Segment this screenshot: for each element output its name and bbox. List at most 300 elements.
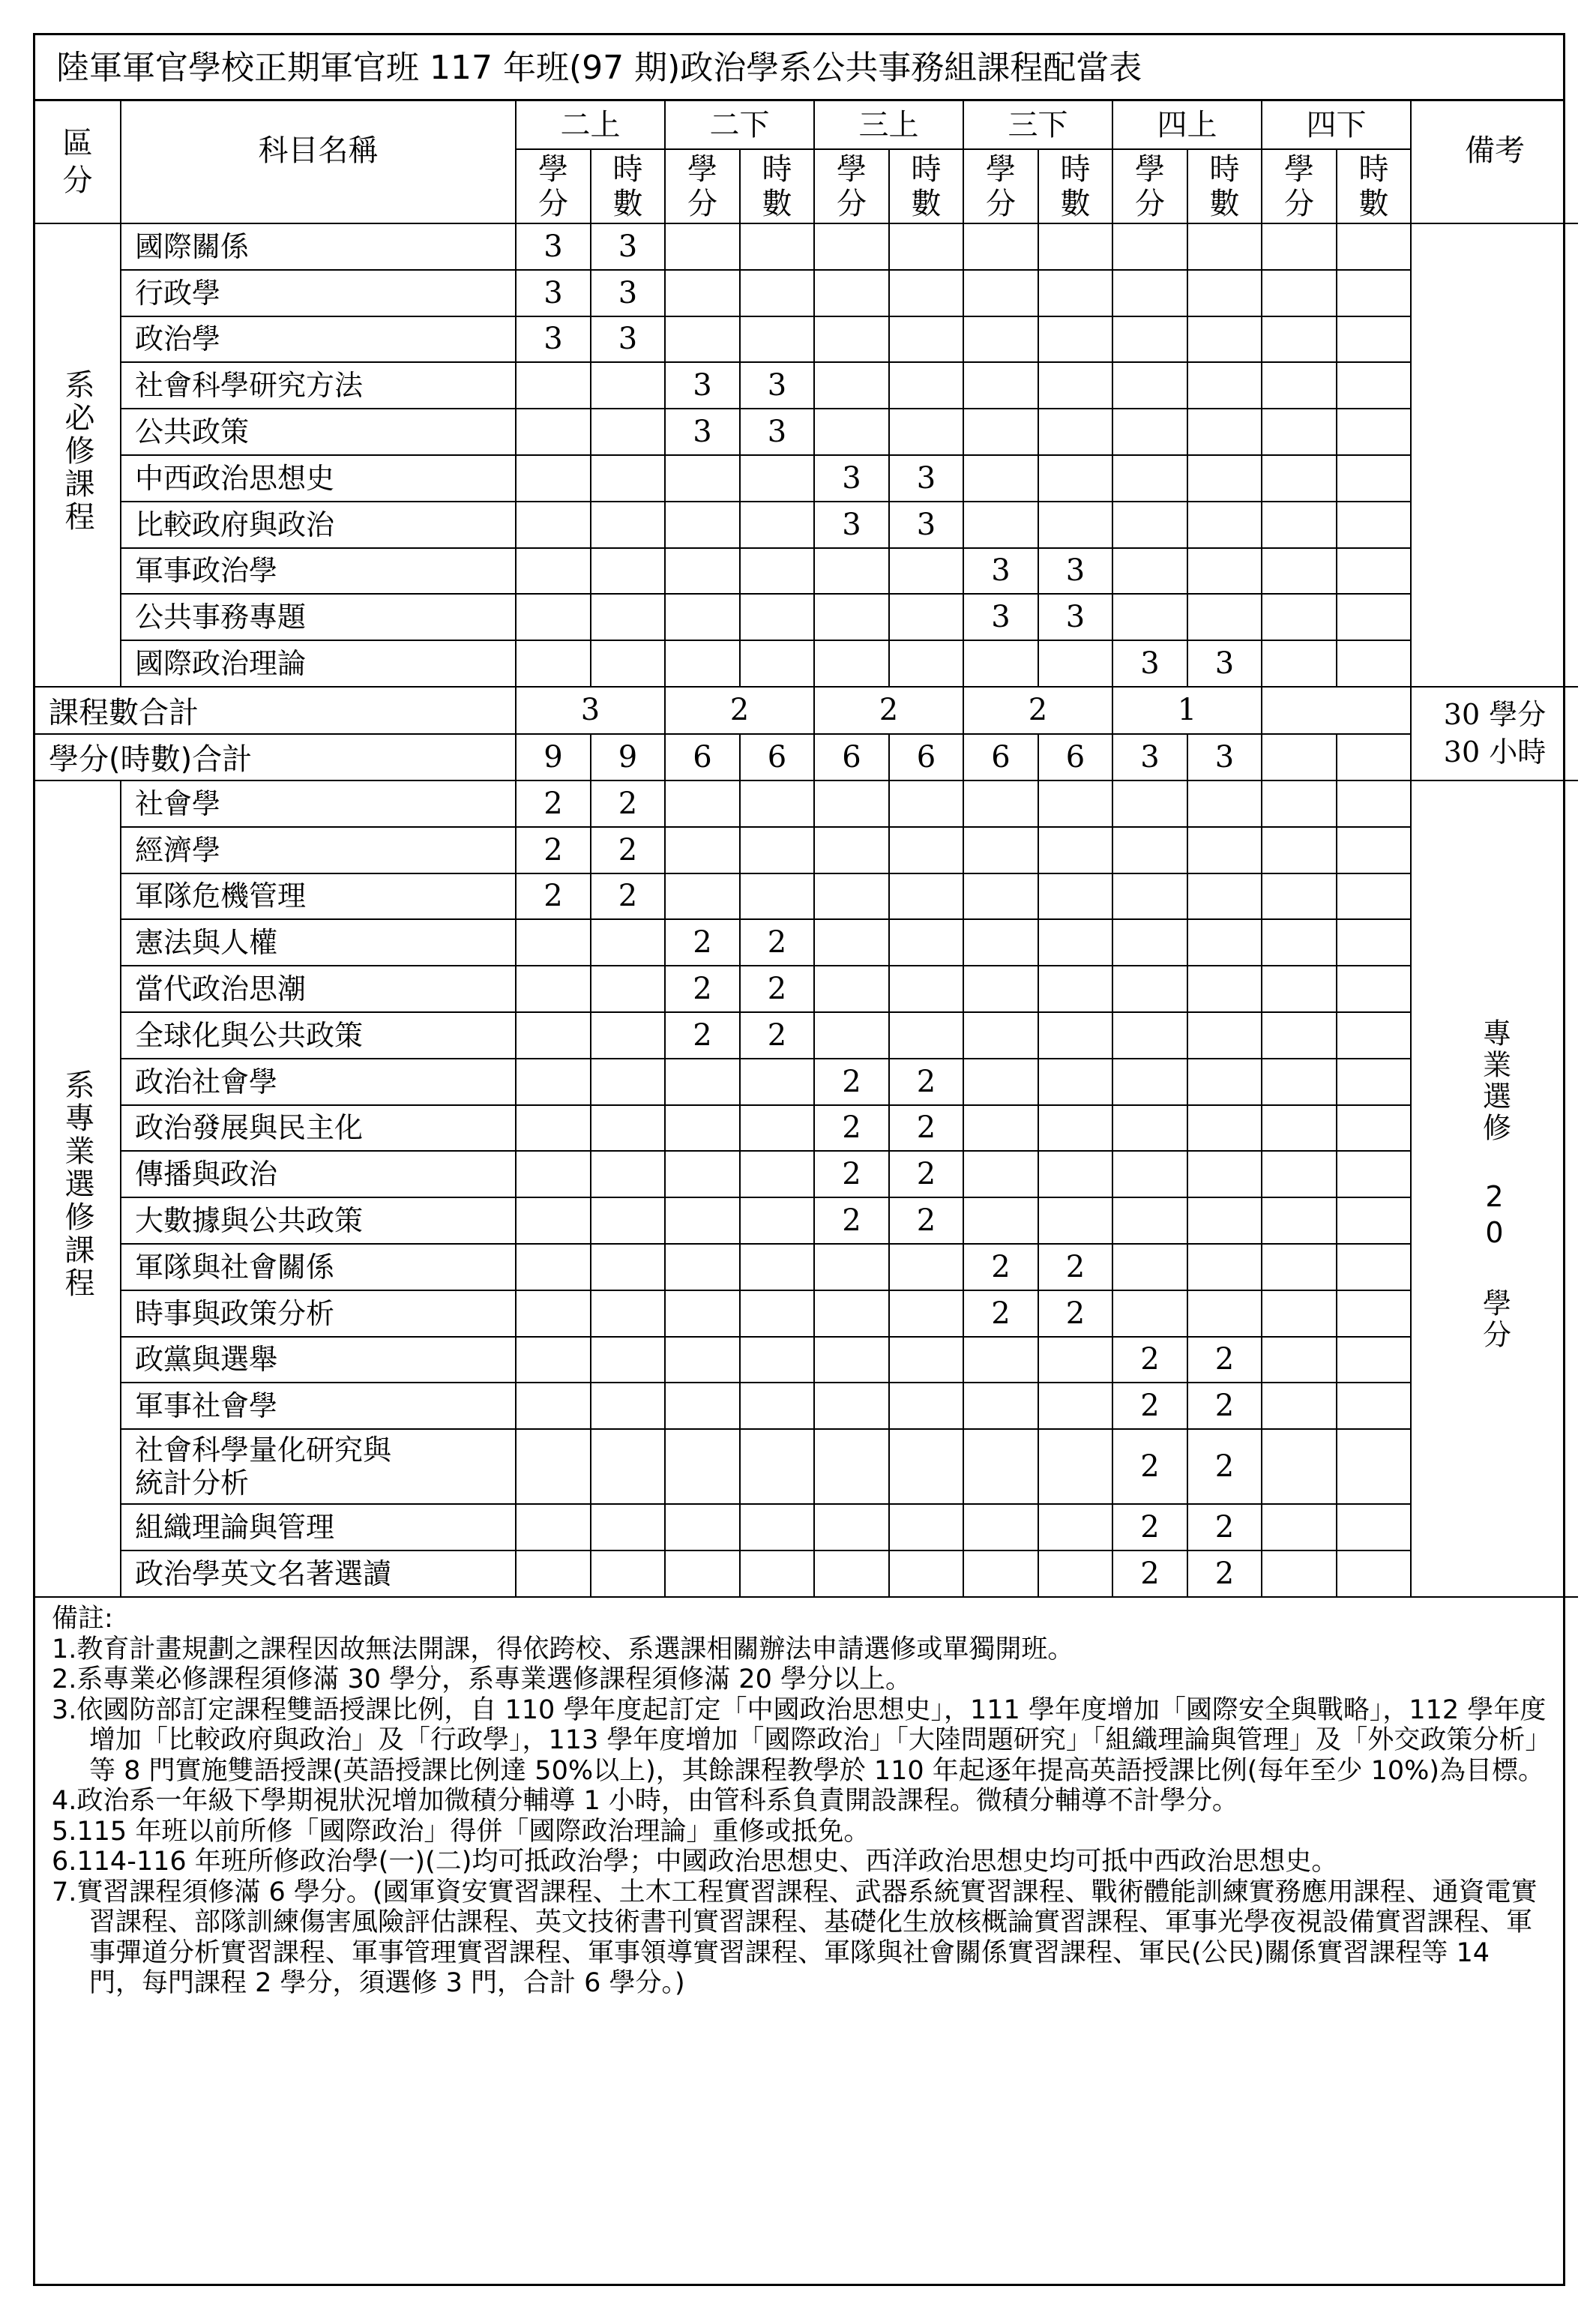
hours-cell: 2	[1187, 1429, 1262, 1504]
credit-cell	[1112, 1059, 1187, 1105]
credit-cell	[963, 270, 1038, 316]
table-row	[35, 223, 1578, 270]
table-row	[35, 1429, 1578, 1504]
hours-cell	[889, 873, 963, 920]
subject-name: 軍事社會學	[121, 1383, 516, 1429]
credit-cell	[516, 594, 591, 640]
credit-cell	[665, 1337, 740, 1383]
credit-cell	[1262, 1197, 1337, 1244]
hours-cell	[1337, 1197, 1411, 1244]
hours-cell	[1187, 919, 1262, 966]
credit-cell: 2	[1112, 1550, 1187, 1597]
credit-cell: 3	[1112, 640, 1187, 687]
credit-cell: 2	[665, 919, 740, 966]
hours-cell	[1337, 223, 1411, 270]
hours-cell: 3	[740, 362, 814, 409]
credit-cell: 3	[963, 548, 1038, 595]
hours-cell	[889, 270, 963, 316]
credit-cell	[814, 270, 889, 316]
course-count-cell: 1	[1112, 687, 1262, 734]
subject-name: 公共事務專題	[121, 594, 516, 640]
course-table	[35, 101, 1578, 1598]
subject-name: 政治學英文名著選讀	[121, 1550, 516, 1597]
credit-cell	[963, 1504, 1038, 1550]
hours-cell	[740, 1059, 814, 1105]
credit-unit-header: 學分	[963, 149, 1038, 223]
hours-cell	[889, 223, 963, 270]
hours-cell	[591, 1504, 665, 1550]
hours-cell	[1337, 1337, 1411, 1383]
credit-cell	[814, 1012, 889, 1059]
hours-cell	[1337, 1059, 1411, 1105]
subject-name: 組織理論與管理	[121, 1504, 516, 1550]
hours-cell	[1337, 409, 1411, 455]
hours-cell	[740, 1197, 814, 1244]
credit-cell	[1112, 502, 1187, 548]
table-row	[35, 1550, 1578, 1597]
credit-cell	[1262, 594, 1337, 640]
credit-cell	[516, 548, 591, 595]
credit-cell: 2	[963, 1244, 1038, 1290]
hours-cell	[1038, 640, 1112, 687]
hours-cell: 2	[740, 1012, 814, 1059]
hours-cell	[591, 1244, 665, 1290]
hours-cell	[1187, 1197, 1262, 1244]
hours-cell	[1187, 966, 1262, 1012]
hours-cell	[1187, 1012, 1262, 1059]
hours-cell: 2	[889, 1151, 963, 1197]
credit-cell	[665, 1504, 740, 1550]
subject-name: 政治發展與民主化	[121, 1105, 516, 1152]
credit-total-cell: 6	[1038, 734, 1112, 780]
hours-cell	[1038, 966, 1112, 1012]
subject-name: 公共政策	[121, 409, 516, 455]
credit-cell	[1262, 1504, 1337, 1550]
credit-cell	[814, 827, 889, 873]
subject-name: 軍隊與社會關係	[121, 1244, 516, 1290]
hours-cell	[740, 1383, 814, 1429]
table-row	[35, 966, 1578, 1012]
hours-cell	[1337, 827, 1411, 873]
credit-cell	[516, 640, 591, 687]
hours-cell	[1337, 502, 1411, 548]
hours-cell	[889, 409, 963, 455]
hours-unit-header: 時數	[889, 149, 963, 223]
credit-cell	[1112, 1012, 1187, 1059]
credit-cell	[665, 1197, 740, 1244]
table-row	[35, 362, 1578, 409]
credit-cell	[516, 455, 591, 502]
hours-cell: 2	[889, 1059, 963, 1105]
credit-cell	[1112, 1151, 1187, 1197]
credit-cell	[814, 548, 889, 595]
credit-cell	[1262, 548, 1337, 595]
table-row	[35, 1290, 1578, 1337]
semester-header: 三下	[963, 101, 1112, 149]
credit-cell	[516, 966, 591, 1012]
hours-cell: 2	[1038, 1244, 1112, 1290]
credit-cell	[1262, 223, 1337, 270]
credit-cell	[814, 640, 889, 687]
hours-cell	[740, 548, 814, 595]
credit-cell	[516, 1337, 591, 1383]
course-count-cell: 3	[516, 687, 665, 734]
hours-cell	[1337, 873, 1411, 920]
hours-cell	[1187, 455, 1262, 502]
hours-cell	[591, 1383, 665, 1429]
hours-cell: 3	[889, 502, 963, 548]
credit-cell	[1112, 223, 1187, 270]
credit-cell	[1112, 966, 1187, 1012]
subject-name: 大數據與公共政策	[121, 1197, 516, 1244]
course-count-label: 課程數合計	[35, 687, 516, 734]
subject-name: 軍事政治學	[121, 548, 516, 595]
credit-cell	[516, 1429, 591, 1504]
subject-name	[121, 1429, 516, 1504]
table-row	[35, 640, 1578, 687]
credit-cell	[963, 966, 1038, 1012]
credit-cell	[516, 1197, 591, 1244]
credit-cell	[963, 362, 1038, 409]
hours-cell	[889, 827, 963, 873]
credit-cell	[516, 409, 591, 455]
course-allocation-sheet	[33, 33, 1565, 2286]
hours-unit-header: 時數	[591, 149, 665, 223]
hours-cell	[1187, 270, 1262, 316]
credit-total-cell: 6	[814, 734, 889, 780]
credit-cell	[963, 1059, 1038, 1105]
hours-cell: 3	[1038, 594, 1112, 640]
table-row	[35, 1337, 1578, 1383]
credit-cell: 2	[814, 1059, 889, 1105]
credit-cell: 2	[665, 1012, 740, 1059]
hours-cell	[740, 1337, 814, 1383]
hours-cell	[889, 640, 963, 687]
page-title: 陸軍軍官學校正期軍官班 117 年班(97 期)政治學系公共事務組課程配當表	[35, 35, 1563, 101]
hours-cell	[1337, 1012, 1411, 1059]
hours-cell: 2	[1187, 1383, 1262, 1429]
hours-cell	[1337, 919, 1411, 966]
hours-cell	[591, 1012, 665, 1059]
credit-cell	[814, 1290, 889, 1337]
subject-name: 憲法與人權	[121, 919, 516, 966]
credit-unit-header: 學分	[814, 149, 889, 223]
hours-cell	[591, 1550, 665, 1597]
hours-cell	[591, 1105, 665, 1152]
hours-cell	[591, 1151, 665, 1197]
hours-cell	[591, 1337, 665, 1383]
course-count-cell	[1262, 687, 1411, 734]
credit-cell: 3	[516, 270, 591, 316]
subject-name: 政黨與選舉	[121, 1337, 516, 1383]
hours-cell	[1337, 594, 1411, 640]
credit-cell	[665, 780, 740, 827]
hours-cell: 3	[1038, 548, 1112, 595]
total-credit-remark: 30 學分	[1443, 698, 1547, 732]
hours-cell: 2	[591, 827, 665, 873]
hours-cell	[740, 455, 814, 502]
hours-cell: 2	[889, 1105, 963, 1152]
hours-cell	[740, 827, 814, 873]
credit-cell	[516, 1550, 591, 1597]
hours-cell	[1187, 1105, 1262, 1152]
credit-cell: 3	[516, 316, 591, 363]
credit-cell	[1112, 827, 1187, 873]
notes-heading: 備註:	[52, 1604, 113, 1634]
subject-name: 社會學	[121, 780, 516, 827]
table-row	[35, 1012, 1578, 1059]
course-count-cell: 2	[814, 687, 963, 734]
hours-cell	[1337, 1290, 1411, 1337]
credit-cell	[665, 455, 740, 502]
credit-total-cell: 3	[1187, 734, 1262, 780]
credit-cell	[516, 1151, 591, 1197]
hours-cell	[740, 1429, 814, 1504]
hours-cell	[591, 455, 665, 502]
hours-cell	[1337, 1151, 1411, 1197]
credit-cell: 2	[665, 966, 740, 1012]
subject-name: 社會科學研究方法	[121, 362, 516, 409]
hours-cell	[1187, 873, 1262, 920]
credit-cell	[665, 1151, 740, 1197]
semester-header: 二上	[516, 101, 665, 149]
table-row	[35, 409, 1578, 455]
total-remark	[1411, 687, 1578, 780]
table-row	[35, 1105, 1578, 1152]
hours-cell	[1187, 362, 1262, 409]
credit-cell	[516, 919, 591, 966]
table-row	[35, 455, 1578, 502]
hours-cell	[1187, 548, 1262, 595]
credit-unit-header: 學分	[665, 149, 740, 223]
credit-cell	[516, 1105, 591, 1152]
hours-cell	[1337, 455, 1411, 502]
hours-cell	[591, 1429, 665, 1504]
credit-cell	[814, 1244, 889, 1290]
subject-name: 比較政府與政治	[121, 502, 516, 548]
subject-header: 科目名稱	[121, 101, 516, 223]
note-item: 1.教育計畫規劃之課程因故無法開課，得依跨校、系選課相關辦法申請選修或單獨開班。	[52, 1634, 1074, 1664]
required-remark	[1411, 223, 1578, 687]
credit-cell	[516, 1244, 591, 1290]
hours-cell	[1038, 1337, 1112, 1383]
subject-name: 政治社會學	[121, 1059, 516, 1105]
table-row	[35, 1504, 1578, 1550]
credit-cell	[1112, 362, 1187, 409]
credit-cell	[963, 316, 1038, 363]
hours-cell	[1038, 316, 1112, 363]
credit-total-cell: 6	[963, 734, 1038, 780]
hours-cell	[1187, 827, 1262, 873]
hours-cell	[591, 409, 665, 455]
credit-cell	[516, 1504, 591, 1550]
credit-total-cell: 3	[1112, 734, 1187, 780]
credit-unit-header: 學分	[1262, 149, 1337, 223]
note-item: 5.115 年班以前所修「國際政治」得併「國際政治理論」重修或抵免。	[52, 1816, 870, 1847]
semester-header: 四下	[1262, 101, 1411, 149]
credit-cell	[665, 316, 740, 363]
hours-cell	[740, 640, 814, 687]
hours-cell	[740, 1151, 814, 1197]
credit-cell: 2	[814, 1151, 889, 1197]
credit-cell: 2	[1112, 1429, 1187, 1504]
hours-unit-header: 時數	[1187, 149, 1262, 223]
credit-cell: 3	[665, 409, 740, 455]
credit-cell	[516, 1059, 591, 1105]
credit-cell	[1112, 1105, 1187, 1152]
hours-unit-header: 時數	[1038, 149, 1112, 223]
hours-cell	[740, 316, 814, 363]
credit-cell	[665, 1429, 740, 1504]
credit-cell: 3	[516, 223, 591, 270]
category-header: 區分	[35, 101, 121, 223]
hours-cell: 3	[1187, 640, 1262, 687]
credit-cell	[814, 966, 889, 1012]
credit-cell: 2	[1112, 1504, 1187, 1550]
credit-cell	[665, 1550, 740, 1597]
credit-cell	[1262, 1429, 1337, 1504]
hours-cell: 2	[1038, 1290, 1112, 1337]
credit-cell	[1112, 316, 1187, 363]
credit-cell: 3	[665, 362, 740, 409]
credit-cell	[963, 409, 1038, 455]
notes-section	[35, 1598, 1563, 1999]
credit-cell	[963, 919, 1038, 966]
hours-cell	[591, 640, 665, 687]
credit-cell	[1112, 1244, 1187, 1290]
hours-cell	[1187, 1244, 1262, 1290]
credit-cell	[665, 502, 740, 548]
credit-cell	[963, 1550, 1038, 1597]
table-row	[35, 919, 1578, 966]
note-item: 7.實習課程須修滿 6 學分。(國軍資安實習課程、土木工程實習課程、武器系統實習課程、戰術體能訓練實務應用課程、通資電實習課程、部隊訓練傷害風險評估課程、英文技術書刊實習課程、基礎化生放核概論實習課程、軍事光學夜視設備實習課程、軍事彈道分析實習課程、軍事管理實習課程、軍事領導實習課程、軍隊與社會關係實習課程、軍民(公民)關係實習課程等 14 門，每門課程 2 學分，須選修 3 門，合計 6 學分。)	[52, 1877, 1538, 1998]
credit-cell	[665, 594, 740, 640]
credit-cell	[1262, 640, 1337, 687]
table-row	[35, 1151, 1578, 1197]
credit-cell	[1112, 270, 1187, 316]
credit-cell	[665, 1105, 740, 1152]
hours-cell	[1038, 1059, 1112, 1105]
hours-cell	[591, 1059, 665, 1105]
credit-cell	[1262, 873, 1337, 920]
credit-cell: 3	[814, 455, 889, 502]
credit-cell: 3	[814, 502, 889, 548]
credit-cell	[665, 640, 740, 687]
credit-cell	[1262, 1012, 1337, 1059]
hours-cell: 3	[591, 316, 665, 363]
credit-cell	[963, 640, 1038, 687]
credit-cell	[963, 827, 1038, 873]
credit-cell	[1262, 1105, 1337, 1152]
hours-cell	[889, 1337, 963, 1383]
hours-cell	[1337, 316, 1411, 363]
table-row	[35, 316, 1578, 363]
credit-total-cell: 9	[516, 734, 591, 780]
subject-name: 軍隊危機管理	[121, 873, 516, 920]
credit-cell	[665, 270, 740, 316]
table-row	[35, 502, 1578, 548]
header-row-semesters	[35, 101, 1578, 149]
credit-cell	[1112, 594, 1187, 640]
credit-cell	[814, 316, 889, 363]
total-hours-remark: 30 小時	[1443, 736, 1547, 769]
credit-cell	[1112, 548, 1187, 595]
hours-cell	[1038, 873, 1112, 920]
credit-cell	[1262, 780, 1337, 827]
hours-cell	[1038, 827, 1112, 873]
credit-cell: 2	[963, 1290, 1038, 1337]
credit-unit-header: 學分	[516, 149, 591, 223]
hours-cell	[1337, 640, 1411, 687]
credit-total-cell: 6	[889, 734, 963, 780]
hours-cell	[591, 919, 665, 966]
hours-cell	[740, 1550, 814, 1597]
subject-name: 時事與政策分析	[121, 1290, 516, 1337]
subject-name: 國際關係	[121, 223, 516, 270]
hours-cell	[889, 594, 963, 640]
course-count-row	[35, 687, 1578, 734]
hours-cell	[889, 316, 963, 363]
credit-cell	[814, 1429, 889, 1504]
credit-cell	[1262, 919, 1337, 966]
hours-cell	[1337, 1244, 1411, 1290]
course-count-cell: 2	[665, 687, 814, 734]
table-row	[35, 780, 1578, 827]
hours-cell	[1337, 548, 1411, 595]
elective-remark: 專業選修 20 學分	[1411, 780, 1578, 1597]
subject-name: 政治學	[121, 316, 516, 363]
credit-cell	[1112, 1290, 1187, 1337]
credit-total-cell: 6	[665, 734, 740, 780]
credit-total-cell	[1262, 734, 1337, 780]
credit-cell	[963, 1151, 1038, 1197]
credit-cell: 2	[516, 873, 591, 920]
remark-header: 備考	[1411, 101, 1578, 223]
credit-cell	[963, 502, 1038, 548]
hours-cell	[889, 966, 963, 1012]
credit-total-label: 學分(時數)合計	[35, 734, 516, 780]
table-row	[35, 1383, 1578, 1429]
credit-cell	[1262, 966, 1337, 1012]
hours-cell	[889, 780, 963, 827]
credit-cell	[516, 1290, 591, 1337]
note-item: 4.政治系一年級下學期視狀況增加微積分輔導 1 小時，由管科系負責開設課程。微積分輔導不計學分。	[52, 1786, 1238, 1816]
hours-cell	[1038, 455, 1112, 502]
hours-cell: 2	[1187, 1504, 1262, 1550]
credit-cell	[814, 409, 889, 455]
hours-cell	[1038, 409, 1112, 455]
table-row	[35, 270, 1578, 316]
hours-cell	[1038, 1383, 1112, 1429]
hours-cell	[591, 966, 665, 1012]
credit-cell	[814, 1550, 889, 1597]
credit-cell	[516, 1012, 591, 1059]
hours-cell	[889, 1504, 963, 1550]
credit-cell	[1262, 1290, 1337, 1337]
hours-cell: 2	[591, 873, 665, 920]
hours-cell: 3	[740, 409, 814, 455]
credit-cell	[1262, 270, 1337, 316]
credit-cell	[1112, 1197, 1187, 1244]
credit-cell: 2	[1112, 1383, 1187, 1429]
credit-cell: 2	[1112, 1337, 1187, 1383]
table-row	[35, 827, 1578, 873]
credit-cell	[1262, 1059, 1337, 1105]
credit-cell	[814, 780, 889, 827]
hours-cell	[1337, 362, 1411, 409]
hours-cell	[740, 223, 814, 270]
hours-cell	[1038, 1105, 1112, 1152]
